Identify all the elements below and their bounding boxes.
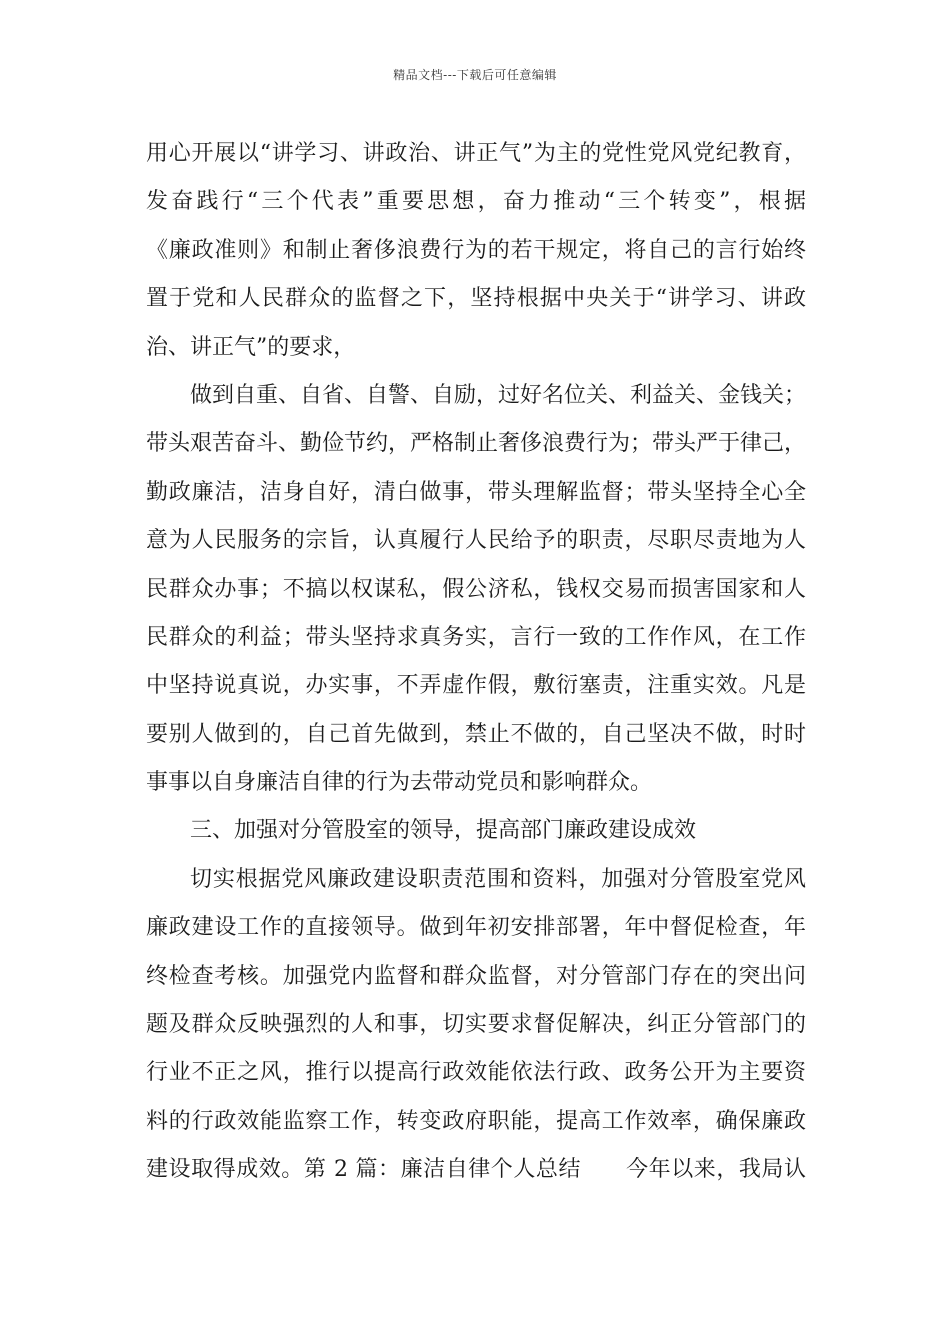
- text-line: 做到自重、自省、自警、自励，过好名位关、利益关、金钱关；: [190, 382, 806, 408]
- text-line: 中坚持说真说，办实事，不弄虚作假，敷衍塞责，注重实效。凡是: [146, 673, 806, 699]
- paragraph-2: [146, 372, 806, 808]
- paragraph-3: [146, 856, 806, 1195]
- text-line: 题及群众反映强烈的人和事，切实要求督促解决，纠正分管部门的: [146, 1012, 806, 1038]
- text-line: 治、讲正气”的要求，: [146, 334, 356, 360]
- text-line: 意为人民服务的宗旨，认真履行人民给予的职责，尽职尽责地为人: [146, 528, 806, 554]
- text-line: 置于党和人民群众的监督之下，坚持根据中央关于“讲学习、讲政: [146, 286, 806, 312]
- text-line: 要别人做到的，自己首先做到，禁止不做的，自己坚决不做，时时: [146, 721, 806, 747]
- document-body: [146, 130, 806, 1195]
- text-line: 《廉政准则》和制止奢侈浪费行为的若干规定，将自己的言行始终: [146, 237, 806, 263]
- text-line: 勤政廉洁，洁身自好，清白做事，带头理解监督；带头坚持全心全: [146, 479, 806, 505]
- text-line: 发奋践行“三个代表”重要思想，奋力推动“三个转变”，根据: [146, 189, 806, 215]
- text-line: 民群众的利益；带头坚持求真务实，言行一致的工作作风，在工作: [146, 624, 806, 650]
- text-line: 行业不正之风，推行以提高行政效能依法行政、政务公开为主要资: [146, 1060, 806, 1086]
- page-header: 精品文档---下载后可任意编辑: [393, 68, 557, 82]
- text-line: 建设取得成效。第 2 篇：廉洁自律个人总结 今年以来，我局认: [146, 1157, 806, 1183]
- text-line: 廉政建设工作的直接领导。做到年初安排部署，年中督促检查，年: [146, 915, 806, 941]
- text-line: 终检查考核。加强党内监督和群众监督，对分管部门存在的突出问: [146, 963, 806, 989]
- text-line: 带头艰苦奋斗、勤俭节约，严格制止奢侈浪费行为；带头严于律己，: [146, 431, 806, 457]
- text-line: 民群众办事；不搞以权谋私，假公济私，钱权交易而损害国家和人: [146, 576, 806, 602]
- text-line: 料的行政效能监察工作，转变政府职能，提高工作效率，确保廉政: [146, 1108, 806, 1134]
- section-heading: 三、加强对分管股室的领导，提高部门廉政建设成效: [190, 818, 697, 844]
- text-line: 事事以自身廉洁自律的行为去带动党员和影响群众。: [146, 770, 653, 796]
- text-line: 切实根据党风廉政建设职责范围和资料，加强对分管股室党风: [190, 866, 806, 892]
- paragraph-1: [146, 130, 806, 372]
- text-line: 用心开展以“讲学习、讲政治、讲正气”为主的党性党风党纪教育，: [146, 141, 806, 166]
